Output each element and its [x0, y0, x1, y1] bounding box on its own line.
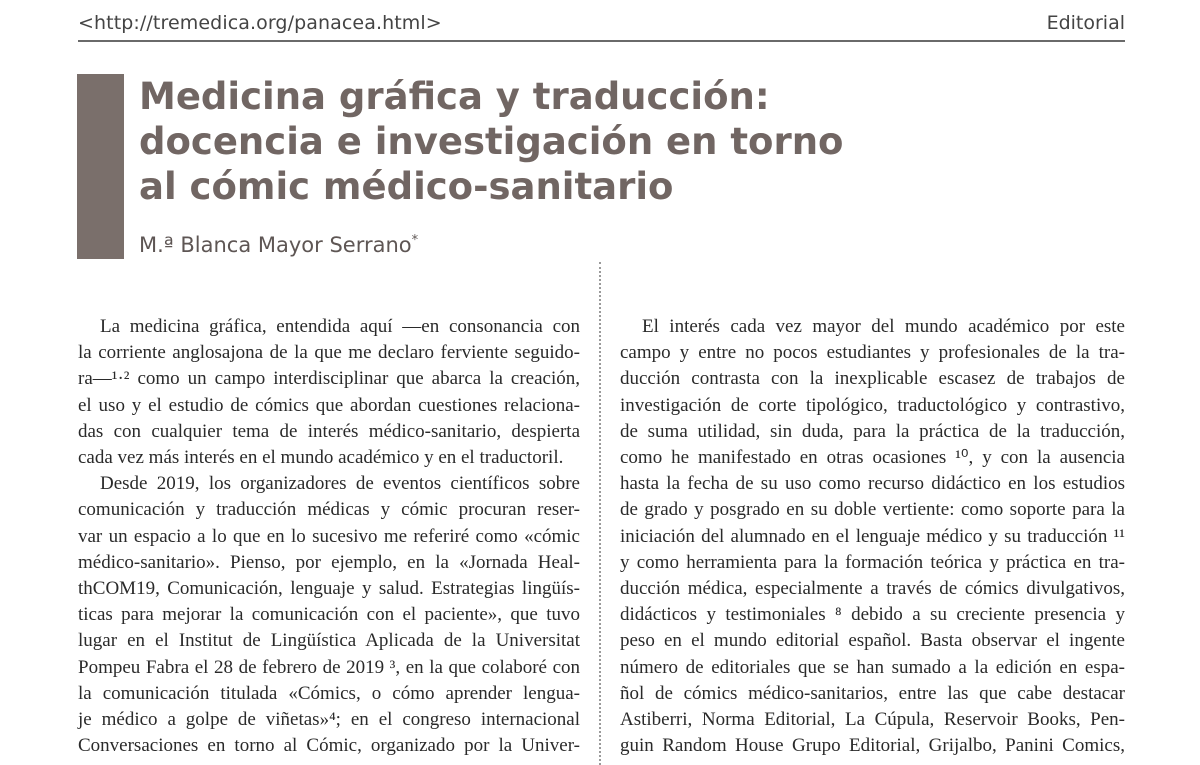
- title-accent-bar: [77, 74, 124, 259]
- text-line: lugar en el Institut de Lingüística Aplicada de la Universitat: [78, 630, 580, 652]
- text-line: ñol de cómics médico-sanitarios, entre las que cabe destacar: [620, 682, 1125, 704]
- author-footnote-mark[interactable]: *: [411, 233, 419, 248]
- text-line: la corriente anglosajona de la que me declaro ferviente seguido-: [78, 342, 580, 364]
- text-line: investigación de corte tipológico, traductológico y contrastivo,: [620, 394, 1125, 416]
- running-header: [78, 10, 1125, 38]
- text-line: didácticos y testimoniales ⁸ debido a su creciente presencia y: [620, 604, 1125, 626]
- text-line: guin Random House Grupo Editorial, Grijalbo, Panini Comics,: [620, 735, 1125, 757]
- text-line: la comunicación titulada «Cómics, o cómo aprender lengua-: [78, 682, 580, 704]
- text-line: ra—¹·² como un campo interdisciplinar que abarca la creación,: [78, 368, 580, 390]
- text-line: cada vez más interés en el mundo académico y en el traductoril.: [78, 447, 564, 469]
- text-line: de suma utilidad, sin duda, para la práctica de la traducción,: [620, 420, 1125, 442]
- text-line: Pompeu Fabra el 28 de febrero de 2019 ³, en la que colaboré con: [78, 656, 580, 678]
- text-line: El interés cada vez mayor del mundo académico por este: [642, 316, 1125, 337]
- text-line: médico-sanitario». Pienso, por ejemplo, en la «Jornada Heal-: [78, 551, 580, 573]
- text-line: peso en el mundo editorial español. Basta observar el ingente: [620, 630, 1125, 652]
- text-line: como he manifestado en otras ocasiones ¹⁰, y con la ausencia: [620, 447, 1125, 469]
- text-line: iniciación del alumnado en el lenguaje médico y su traducción ¹¹: [620, 525, 1125, 547]
- text-line: var un espacio a lo que en lo sucesivo me referiré como «cómic: [78, 525, 580, 547]
- text-line: ducción contrasta con la inexplicable escasez de trabajos de: [620, 368, 1125, 390]
- text-line: y como herramienta para la formación teórica y práctica en tra-: [620, 551, 1125, 573]
- text-line: Astiberri, Norma Editorial, La Cúpula, Reservoir Books, Pen-: [620, 709, 1125, 731]
- text-line: el uso y el estudio de cómics que abordan cuestiones relaciona-: [78, 394, 580, 416]
- title-line: al cómic médico-sanitario: [139, 165, 674, 208]
- text-line: thCOM19, Comunicación, lenguaje y salud. Estrategias lingüís-: [78, 578, 580, 600]
- journal-url[interactable]: <http://tremedica.org/panacea.html>: [78, 12, 442, 34]
- text-line: ducción médica, especialmente a través de cómics divulgativos,: [620, 578, 1125, 600]
- text-line: campo y entre no pocos estudiantes y profesionales de la tra-: [620, 342, 1125, 364]
- column-divider: [599, 262, 601, 765]
- text-line: Conversaciones en torno al Cómic, organizado por la Univer-: [78, 735, 580, 757]
- text-line: La medicina gráfica, entendida aquí —en consonancia con: [100, 316, 580, 337]
- text-line: comunicación y traducción médicas y cómic procuran reser-: [78, 499, 580, 521]
- section-label: Editorial: [1046, 12, 1125, 34]
- author-line: [139, 233, 418, 257]
- right-column: [620, 314, 1125, 759]
- author-name: M.ª Blanca Mayor Serrano: [139, 233, 412, 257]
- text-line: número de editoriales que se han sumado a la edición en espa-: [620, 656, 1125, 678]
- text-line: das con cualquier tema de interés médico-sanitario, despierta: [78, 420, 580, 442]
- left-column: [78, 314, 580, 759]
- title-line: Medicina gráfica y traducción:: [139, 75, 770, 118]
- text-line: Desde 2019, los organizadores de eventos científicos sobre: [100, 473, 580, 495]
- text-line: de grado y posgrado en su doble vertiente: como soporte para la: [620, 499, 1125, 521]
- text-line: je médico a golpe de viñetas»⁴; en el congreso internacional: [78, 709, 580, 731]
- header-rule: [78, 40, 1125, 42]
- article-title: [139, 74, 1119, 209]
- title-line: docencia e investigación en torno: [139, 120, 844, 163]
- text-line: ticas para mejorar la comunicación con el paciente», que tuvo: [78, 604, 580, 626]
- text-line: hasta la fecha de su uso como recurso didáctico en los estudios: [620, 473, 1125, 495]
